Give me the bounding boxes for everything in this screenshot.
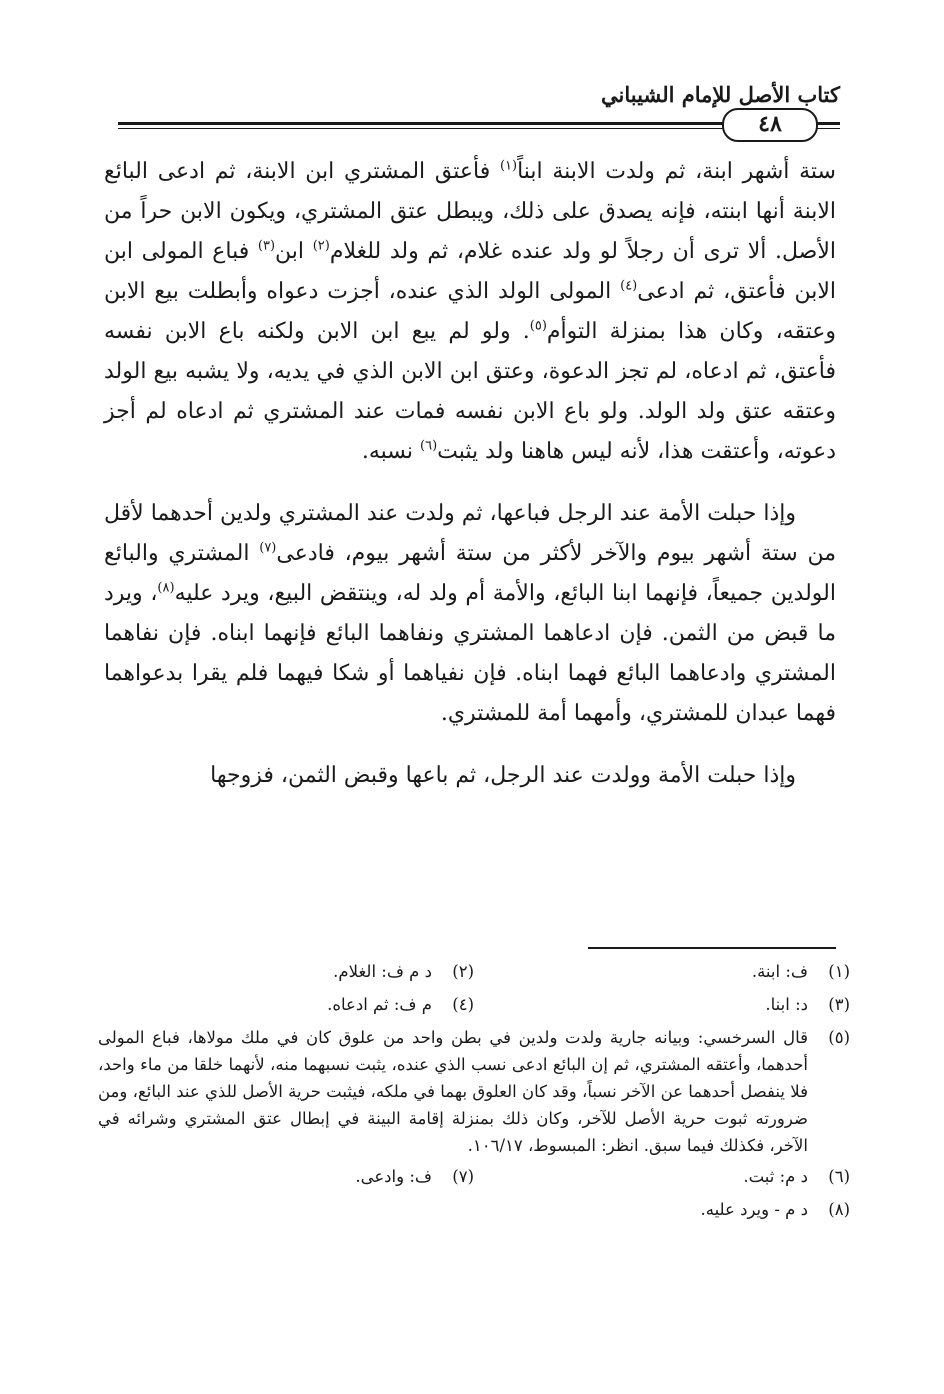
footnote-text: ف: وادعى. [355, 1167, 432, 1186]
footnote-1 [474, 958, 850, 985]
footnote-reference: (٦) [420, 438, 438, 454]
text-segment: المشتري والبائع الولدين جميعاً، فإنهما ابنا البائع، والأمة أم ولد له، وينتقض البيع، ويرد عليه [104, 541, 836, 606]
footnote-6 [474, 1163, 850, 1190]
footnote-7 [98, 1163, 474, 1190]
footnote-reference: (٨) [157, 580, 175, 596]
text-segment: وإذا حبلت الأمة وولدت عند الرجل، ثم باعها وقبض الثمن، فزوجها [210, 763, 796, 788]
paragraph-3 [104, 756, 836, 796]
footnote-8 [474, 1196, 850, 1223]
text-segment: . ولو لم يبع ابن الابن ولكنه باع الابن نفسه فأعتق، ثم ادعاه، لم تجز الدعوة، وعتق ابن الابن الذي في يديه، ولا يشبه بيع الولد وعتقه عتق ولد الولد. ولو باع الابن نفسه فمات عند المشتري ثم ادعاه لم أجز دعوته، وأعتقت هذا، لأنه ليس هاهنا ولد يثبت [104, 319, 836, 464]
footnote-reference: (٢) [312, 238, 330, 254]
footnote-text: ف: ابنة. [751, 962, 808, 981]
footnote-text: د م ف: الغلام. [333, 962, 432, 981]
footnote-number: (٧) [452, 1167, 474, 1186]
footnotes [98, 958, 850, 1229]
text-segment: ابن [275, 239, 313, 264]
paragraph-2 [104, 494, 836, 734]
text-segment: فأعتق المشتري ابن الابنة، ثم ادعى البائع الابنة أنها ابنته، فإنه يصدق على ذلك، ويبطل عتق المشتري، ويكون الابن حراً من الأصل. ألا ترى أن رجلاً لو ولد عنده غلام، ثم ولد للغلام [104, 159, 837, 264]
footnote-row [98, 1163, 850, 1190]
footnote-separator [588, 947, 836, 949]
footnote-reference: (٣) [257, 238, 276, 254]
text-segment: فباع المولى ابن الابن فأعتق، ثم ادعى [104, 239, 836, 304]
footnote-3 [474, 991, 850, 1018]
footnote-number: (٢) [452, 962, 474, 981]
footnote-number: (٤) [452, 995, 474, 1014]
footnote-number: (١) [828, 962, 850, 981]
footnote-reference: (٤) [620, 278, 638, 294]
text-segment: المولى الولد الذي عنده، أجزت دعواه وأبطلت بيع الابن وعتقه، وكان هذا بمنزلة التوأم [104, 279, 836, 344]
footnote-text: د: ابنا. [765, 995, 808, 1014]
text-segment: ستة أشهر ابنة، ثم ولدت الابنة ابناً [517, 159, 836, 184]
page-number: ٤٨ [722, 108, 818, 142]
footnote-row [98, 1196, 850, 1223]
footnote-reference: (١) [499, 158, 518, 174]
footnote-row [98, 991, 850, 1018]
footnote-text: م ف: ثم ادعاه. [327, 995, 432, 1014]
footnote-reference: (٧) [259, 540, 277, 556]
footnote-number: (٦) [828, 1167, 850, 1186]
footnote-reference: (٥) [529, 318, 547, 334]
main-text [104, 152, 836, 796]
book-title: كتاب الأصل للإمام الشيباني [601, 82, 840, 107]
footnote-2 [98, 958, 474, 985]
text-segment: ، ويرد ما قبض من الثمن. فإن ادعاهما المشتري ونفاهما البائع فإنهما ابناه. فإن نفاهما المشتري وادعاهما البائع فهما ابناه. فإن نفياهما أو شكا فيهما فلم يقرا بدعواهما فهما عبدان للمشتري، وأمهما أمة للمشتري. [104, 581, 836, 726]
footnote-text: د م: ثبت. [743, 1167, 808, 1186]
footnote-row [98, 958, 850, 985]
page-header [118, 78, 840, 138]
footnote-4 [98, 991, 474, 1018]
footnote-number: (٨) [828, 1200, 850, 1219]
footnote-5 [98, 1024, 850, 1159]
text-segment: وإذا حبلت الأمة عند الرجل فباعها، ثم ولدت عند المشتري ولدين أحدهما لأقل من ستة أشهر بيوم والآخر لأكثر من ستة أشهر بيوم، فادعى [104, 501, 836, 566]
text-segment: نسبه. [361, 439, 421, 464]
paragraph-1 [104, 152, 836, 472]
footnote-number: (٥) [828, 1028, 850, 1047]
footnote-text: قال السرخسي: وبيانه جارية ولدت ولدين في بطن واحد من علوق كان في ملك مولاها، فباع المولى أحدهما، وأعتقه المشتري، ثم إن البائع ادعى نسب الذي عنده، يثبت نسبهما منه، لأنهما خلقا من ماء واحد، فلا ينفصل أحدهما عن الآخر نسباً، وقد كان العلوق بهما في ملكه، فيثبت حرية الأصل للذي عند البائع، ومن ضرورته ثبوت حرية الأصل للآخر، وكان ذلك بمنزلة إقامة البينة في إبطال عتق المشتري وشرائه في الآخر، فكذلك فيما سبق. انظر: المبسوط، ١٠٦/١٧. [98, 1028, 808, 1155]
footnote-number: (٣) [828, 995, 850, 1014]
footnote-text: د م - ويرد عليه. [700, 1200, 808, 1219]
